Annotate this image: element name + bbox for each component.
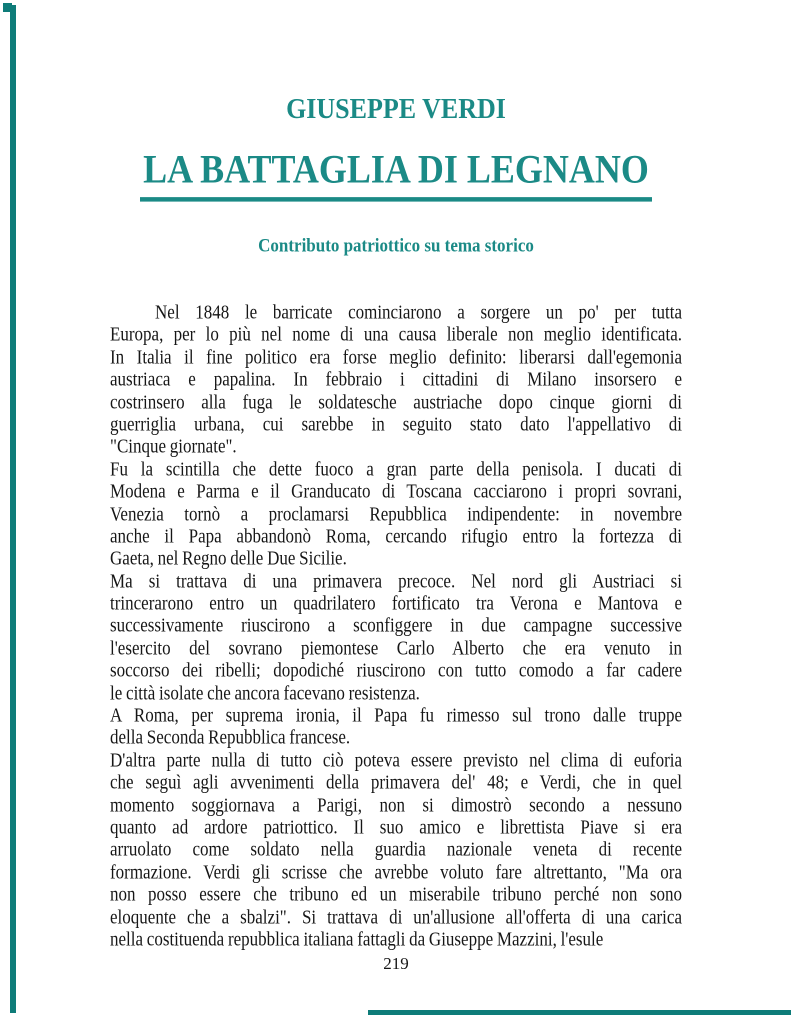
text-line: l'esercito del sovrano piemontese Carlo Alberto che era venuto in: [110, 636, 682, 660]
left-margin-rule: [10, 5, 16, 1013]
text-line: soccorso dei ribelli; dopodiché riuscirono con tutto comodo a far cadere: [110, 659, 682, 682]
text-line: nella costituenda repubblica italiana fattagli da Giuseppe Mazzini, l'esule: [110, 927, 604, 951]
text-line: anche il Papa abbandonò Roma, cercando rifugio entro la fortezza di: [110, 524, 682, 548]
title-row: [110, 148, 682, 198]
text-line: Ma si trattava di una primavera precoce. Nel nord gli Austriaci si: [110, 569, 682, 593]
text-line: "Cinque giornate".: [110, 435, 237, 458]
text-line: le città isolate che ancora facevano resistenza.: [110, 681, 420, 705]
text-line: Gaeta, nel Regno delle Due Sicilie.: [110, 547, 347, 570]
text-line: formazione. Verdi gli scrisse che avrebbe voluto fare altrettanto, "Ma ora: [110, 860, 682, 884]
text-line: A Roma, per suprema ironia, il Papa fu rimesso sul trono dalle truppe: [110, 703, 682, 727]
text-line: Venezia tornò a proclamarsi Repubblica indipendente: in novembre: [110, 502, 682, 525]
text-line: eloquente che a sbalzi". Si trattava di un'allusione all'offerta di una carica: [110, 905, 682, 928]
text-line: In Italia il fine politico era forse meglio definito: liberarsi dall'egemonia: [110, 345, 682, 369]
text-line: costrinsero alla fuga le soldatesche austriache dopo cinque giorni di: [110, 390, 682, 413]
text-line: quanto ad ardore patriottico. Il suo amico e librettista Piave si era: [110, 815, 682, 839]
text-line: trincerarono entro un quadrilatero fortificato tra Verona e Mantova e: [110, 592, 682, 615]
page-number: 219: [383, 954, 409, 973]
text-line: momento soggiornava a Parigi, non si dimostrò secondo a nessuno: [110, 793, 682, 816]
text-line: della Seconda Repubblica francese.: [110, 726, 351, 749]
text-line: austriaca e papalina. In febbraio i cittadini di Milano insorsero e: [110, 368, 682, 391]
text-line: Europa, per lo più nel nome di una causa liberale non meglio identificata.: [110, 323, 682, 346]
opera-title: LA BATTAGLIA DI LEGNANO: [140, 146, 652, 202]
bottom-margin-rule: [368, 1010, 791, 1015]
body-text: [110, 302, 682, 951]
text-line: arruolato come soldato nella guardia nazionale veneta di recente: [110, 838, 682, 861]
text-line: Nel 1848 le barricate cominciarono a sorgere un po' per tutta: [155, 300, 682, 324]
author-heading: GIUSEPPE VERDI: [286, 92, 506, 125]
text-line: Fu la scintilla che dette fuoco a gran parte della penisola. I ducati di: [110, 457, 682, 481]
text-line: guerriglia urbana, cui sarebbe in seguito stato dato l'appellativo di: [110, 412, 682, 436]
text-line: successivamente riuscirono a sconfiggere in due campagne successive: [110, 614, 682, 637]
subtitle: Contributo patriottico su tema storico: [258, 235, 534, 256]
text-line: che seguì agli avvenimenti della primavera del' 48; e Verdi, che in quel: [110, 771, 682, 794]
text-line: non posso essere che tribuno ed un miserabile tribuno perché non sono: [110, 883, 682, 906]
text-line: D'altra parte nulla di tutto ciò poteva essere previsto nel clima di euforia: [110, 748, 682, 772]
text-line: Modena e Parma e il Granducato di Toscana cacciarono i propri sovrani,: [110, 480, 682, 503]
